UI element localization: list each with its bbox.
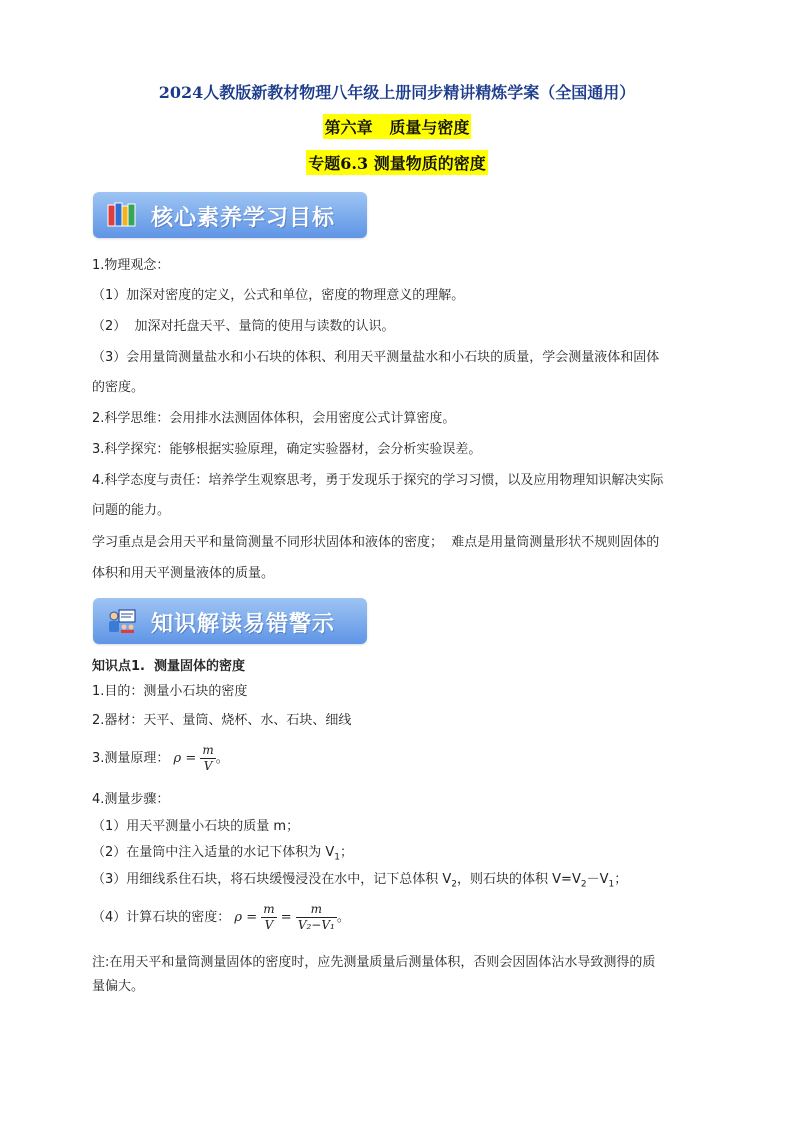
chapter-title: 第六章 质量与密度 (323, 114, 472, 139)
objective-line: （3）会用量筒测量盐水和小石块的体积、利用天平测量盐水和小石块的质量，学会测量液体和固体 (92, 350, 660, 365)
objective-line: （1）加深对密度的定义，公式和单位，密度的物理意义的理解。 (92, 288, 465, 303)
step-4-rho: ρ = (234, 910, 258, 925)
step-3 (92, 870, 627, 895)
objective-line: （2） 加深对托盘天平、量筒的使用与读数的认识。 (92, 319, 395, 334)
equals-sign: = (280, 910, 292, 925)
fraction-numerator: m (202, 743, 214, 757)
step-4-fraction-2 (296, 902, 337, 933)
objective-line: 学习重点是会用天平和量筒测量不同形状固体和液体的密度； 难点是用量筒测量形状不规则固体的 (92, 535, 660, 550)
principle-end: 。 (215, 751, 229, 766)
step-4-fraction-1 (261, 902, 276, 933)
subscript: 2 (451, 879, 458, 890)
step-2-text: （2）在量筒中注入适量的水记下体积为 V (92, 845, 335, 860)
objective-line: 问题的能力。 (92, 503, 171, 518)
step-1: （1）用天平测量小石块的质量 m； (92, 819, 300, 834)
fraction-denominator: V₂−V₁ (297, 918, 335, 932)
banner-title: 知识解读易错警示 (151, 612, 336, 637)
step-2-end: ； (340, 845, 354, 860)
fraction-denominator: V (203, 759, 213, 773)
step-4-label: （4）计算石块的密度： (92, 910, 231, 925)
knowledge-point-title: 知识点1. 测量固体的密度 (92, 659, 246, 674)
step-3-text: （3）用细线系住石块，将石块缓慢浸没在水中，记下总体积 V (92, 872, 452, 887)
note-line: 注:在用天平和量筒测量固体的密度时，应先测量质量后测量体积，否则会因固体沾水导致测得的质 (92, 955, 656, 970)
objective-line: 4.科学态度与责任：培养学生观察思考，勇于发现乐于探究的学习习惯，以及应用物理知识解决实际 (92, 473, 664, 488)
principle-line (92, 741, 229, 777)
section-banner-objectives (93, 192, 367, 238)
step-4-end: 。 (336, 910, 350, 925)
objective-line: 的密度。 (92, 380, 145, 395)
principle-label: 3.测量原理： (92, 751, 170, 766)
principle-rho: ρ = (173, 751, 197, 766)
fraction-numerator: m (263, 902, 275, 916)
purpose-line: 1.目的：测量小石块的密度 (92, 684, 248, 699)
note-line: 量偏大。 (92, 979, 145, 994)
section-banner-knowledge (93, 598, 367, 644)
books-icon (107, 202, 137, 228)
fraction-numerator: m (296, 902, 337, 918)
objective-line: 2.科学思维：会用排水法测固体体积，会用密度公式计算密度。 (92, 411, 456, 426)
step-3-text-c: －V (586, 872, 609, 887)
teacher-icon (107, 608, 137, 634)
step-2 (92, 843, 353, 868)
objective-line: 3.科学探究：能够根据实验原理，确定实验器材，会分析实验误差。 (92, 442, 482, 457)
step-3-end: ； (614, 872, 628, 887)
principle-fraction (200, 743, 215, 774)
document-title: 2024人教版新教材物理八年级上册同步精讲精炼学案（全国通用） (158, 83, 636, 102)
subscript: 2 (580, 879, 587, 890)
steps-label: 4.测量步骤： (92, 792, 170, 807)
step-3-text-b: ，则石块的体积 V=V (457, 872, 581, 887)
subscript: 1 (608, 879, 615, 890)
fraction-denominator: V (264, 918, 274, 932)
objective-line: 1.物理观念： (92, 258, 170, 273)
step-4 (92, 899, 350, 937)
equipment-line: 2.器材：天平、量筒、烧杯、水、石块、细线 (92, 713, 352, 728)
subscript: 1 (334, 852, 341, 863)
objective-line: 体积和用天平测量液体的质量。 (92, 566, 275, 581)
banner-title: 核心素养学习目标 (151, 206, 336, 231)
topic-title: 专题6.3 测量物质的密度 (306, 150, 487, 175)
